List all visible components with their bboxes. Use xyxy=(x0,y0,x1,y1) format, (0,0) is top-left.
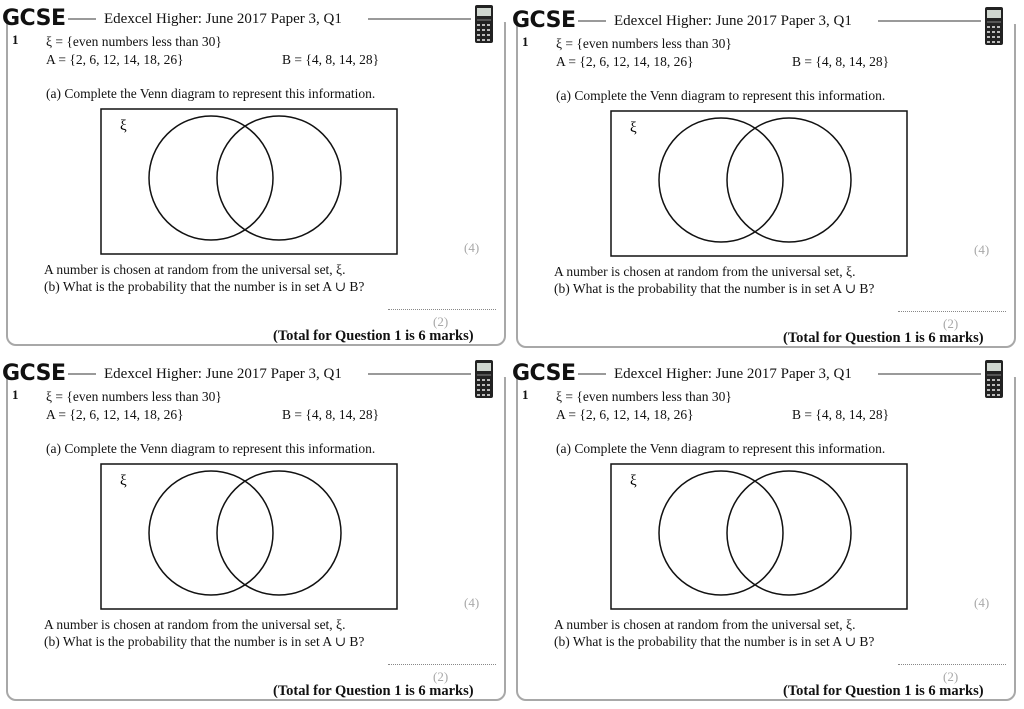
part-a-question: (a) Complete the Venn diagram to represent this information. xyxy=(46,441,376,456)
calculator-icon xyxy=(984,359,1004,399)
question-card-4 xyxy=(510,355,1020,709)
answer-line[interactable] xyxy=(388,664,496,665)
gcse-logo: GCSE xyxy=(512,8,576,33)
set-a-definition: A = {2, 6, 12, 14, 18, 26} xyxy=(46,52,184,67)
marks-part-b: (2) xyxy=(943,316,959,331)
universal-set-symbol: ξ xyxy=(120,118,127,134)
question-number: 1 xyxy=(12,387,19,402)
paper-title: Edexcel Higher: June 2017 Paper 3, Q1 xyxy=(104,366,342,382)
set-b-definition: B = {4, 8, 14, 28} xyxy=(282,407,380,422)
universal-set-definition: ξ = {even numbers less than 30} xyxy=(556,36,732,51)
part-b-question: (b) What is the probability that the number is in set A ∪ B? xyxy=(44,279,365,294)
circle-b xyxy=(727,471,851,595)
answer-line[interactable] xyxy=(388,309,496,310)
universal-set-definition: ξ = {even numbers less than 30} xyxy=(46,389,222,404)
marks-part-b: (2) xyxy=(433,669,449,684)
random-choice-text: A number is chosen at random from the universal set, ξ. xyxy=(554,617,856,632)
universal-set-definition: ξ = {even numbers less than 30} xyxy=(46,34,222,49)
circle-b xyxy=(217,471,341,595)
total-marks: (Total for Question 1 is 6 marks) xyxy=(273,683,474,699)
paper-title: Edexcel Higher: June 2017 Paper 3, Q1 xyxy=(614,366,852,382)
random-choice-text: A number is chosen at random from the universal set, ξ. xyxy=(554,264,856,279)
marks-part-a: (4) xyxy=(974,242,990,257)
universal-set-symbol: ξ xyxy=(630,473,637,489)
question-number: 1 xyxy=(522,387,529,402)
header-rule-right xyxy=(368,373,471,375)
circle-a xyxy=(149,471,273,595)
part-b-question: (b) What is the probability that the number is in set A ∪ B? xyxy=(554,281,875,296)
circle-a xyxy=(149,116,273,240)
total-marks: (Total for Question 1 is 6 marks) xyxy=(783,683,984,699)
part-a-question: (a) Complete the Venn diagram to represent this information. xyxy=(556,441,886,456)
venn-diagram[interactable] xyxy=(100,463,398,610)
total-marks: (Total for Question 1 is 6 marks) xyxy=(273,328,474,344)
circle-a xyxy=(659,471,783,595)
circle-b xyxy=(727,118,851,242)
answer-line[interactable] xyxy=(898,311,1006,312)
set-b-definition: B = {4, 8, 14, 28} xyxy=(792,54,890,69)
part-b-question: (b) What is the probability that the number is in set A ∪ B? xyxy=(44,634,365,649)
question-number: 1 xyxy=(522,34,529,49)
paper-title: Edexcel Higher: June 2017 Paper 3, Q1 xyxy=(614,13,852,29)
random-choice-text: A number is chosen at random from the universal set, ξ. xyxy=(44,262,346,277)
header-rule-left xyxy=(68,373,96,375)
circle-b xyxy=(217,116,341,240)
universal-set-definition: ξ = {even numbers less than 30} xyxy=(556,389,732,404)
marks-part-b: (2) xyxy=(433,314,449,329)
random-choice-text: A number is chosen at random from the universal set, ξ. xyxy=(44,617,346,632)
set-b-definition: B = {4, 8, 14, 28} xyxy=(282,52,380,67)
question-card-2 xyxy=(510,2,1020,356)
question-card-1 xyxy=(0,0,510,354)
calculator-icon xyxy=(474,359,494,399)
marks-part-a: (4) xyxy=(464,240,480,255)
set-a-definition: A = {2, 6, 12, 14, 18, 26} xyxy=(46,407,184,422)
part-b-question: (b) What is the probability that the number is in set A ∪ B? xyxy=(554,634,875,649)
gcse-logo: GCSE xyxy=(2,6,66,31)
part-a-question: (a) Complete the Venn diagram to represent this information. xyxy=(556,88,886,103)
question-number: 1 xyxy=(12,32,19,47)
header-rule-left xyxy=(578,373,606,375)
set-a-definition: A = {2, 6, 12, 14, 18, 26} xyxy=(556,54,694,69)
marks-part-a: (4) xyxy=(464,595,480,610)
gcse-logo: GCSE xyxy=(2,361,66,386)
circle-a xyxy=(659,118,783,242)
venn-diagram[interactable] xyxy=(100,108,398,255)
header-rule-left xyxy=(68,18,96,20)
header-rule-right xyxy=(878,373,981,375)
question-card-3 xyxy=(0,355,510,709)
venn-diagram[interactable] xyxy=(610,110,908,257)
set-b-definition: B = {4, 8, 14, 28} xyxy=(792,407,890,422)
calculator-icon xyxy=(984,6,1004,46)
set-a-definition: A = {2, 6, 12, 14, 18, 26} xyxy=(556,407,694,422)
header-rule-right xyxy=(368,18,471,20)
calculator-icon xyxy=(474,4,494,44)
header-rule-right xyxy=(878,20,981,22)
part-a-question: (a) Complete the Venn diagram to represent this information. xyxy=(46,86,376,101)
venn-diagram[interactable] xyxy=(610,463,908,610)
answer-line[interactable] xyxy=(898,664,1006,665)
universal-set-symbol: ξ xyxy=(120,473,127,489)
marks-part-a: (4) xyxy=(974,595,990,610)
paper-title: Edexcel Higher: June 2017 Paper 3, Q1 xyxy=(104,11,342,27)
total-marks: (Total for Question 1 is 6 marks) xyxy=(783,330,984,346)
gcse-logo: GCSE xyxy=(512,361,576,386)
marks-part-b: (2) xyxy=(943,669,959,684)
header-rule-left xyxy=(578,20,606,22)
universal-set-symbol: ξ xyxy=(630,120,637,136)
